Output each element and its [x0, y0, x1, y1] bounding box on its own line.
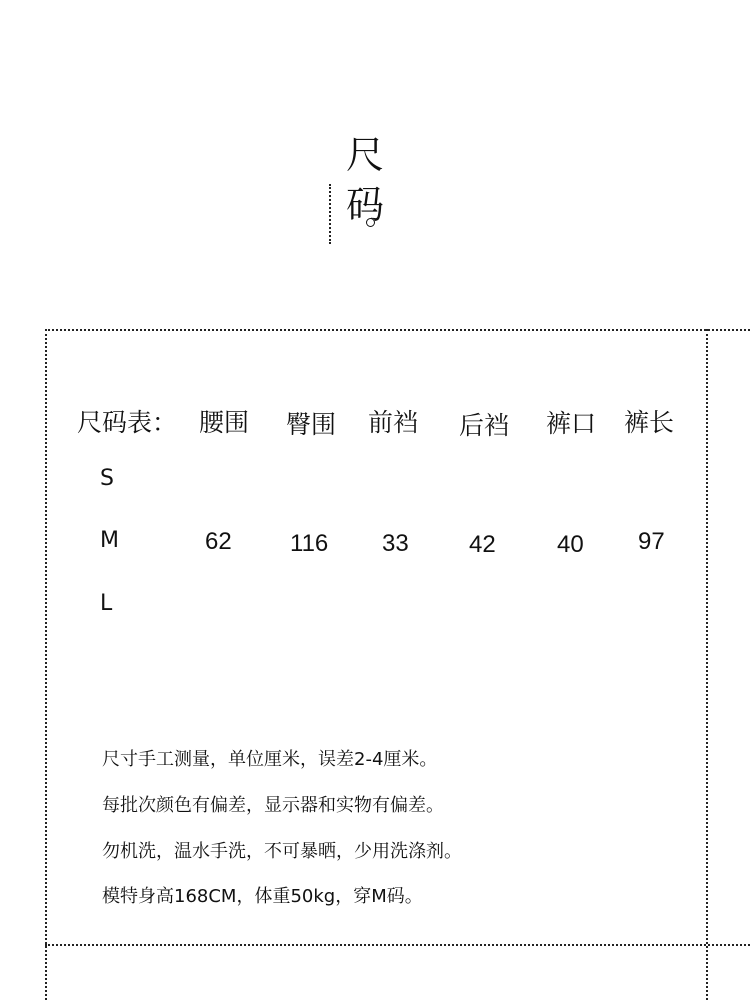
note-washing: 勿机洗，温水手洗，不可暴晒，少用洗涤剂。 [102, 841, 462, 862]
column-header-front-rise: 前裆 [368, 408, 419, 437]
frame-top-line [45, 329, 750, 331]
column-header-length: 裤长 [624, 408, 675, 437]
size-label-m: M [100, 528, 119, 553]
title-period [366, 218, 375, 227]
size-label-l: L [100, 591, 113, 616]
title-char-1: 尺 [346, 133, 385, 177]
column-header-leg-opening: 裤口 [546, 409, 597, 438]
value-m-back-rise: 42 [469, 531, 496, 558]
note-model: 模特身高168CM，体重50kg，穿M码。 [102, 886, 423, 907]
value-m-front-rise: 33 [382, 530, 409, 557]
note-color: 每批次颜色有偏差，显示器和实物有偏差。 [102, 795, 444, 816]
value-m-length: 97 [638, 528, 665, 555]
frame-left-line [45, 329, 47, 1000]
note-measurement: 尺寸手工测量，单位厘米，误差2-4厘米。 [102, 749, 438, 770]
value-m-hip: 116 [290, 530, 329, 557]
value-m-leg-opening: 40 [557, 531, 584, 558]
frame-right-line [706, 329, 708, 1000]
column-header-hip: 臀围 [286, 410, 337, 439]
frame-bottom-line [45, 944, 750, 946]
column-header-back-rise: 后裆 [459, 411, 510, 440]
value-m-waist: 62 [205, 528, 232, 555]
column-header-waist: 腰围 [199, 408, 250, 437]
table-label: 尺码表： [77, 408, 178, 437]
size-label-s: S [100, 466, 114, 491]
title-divider [329, 184, 331, 244]
title-char-2: 码 [346, 183, 385, 227]
